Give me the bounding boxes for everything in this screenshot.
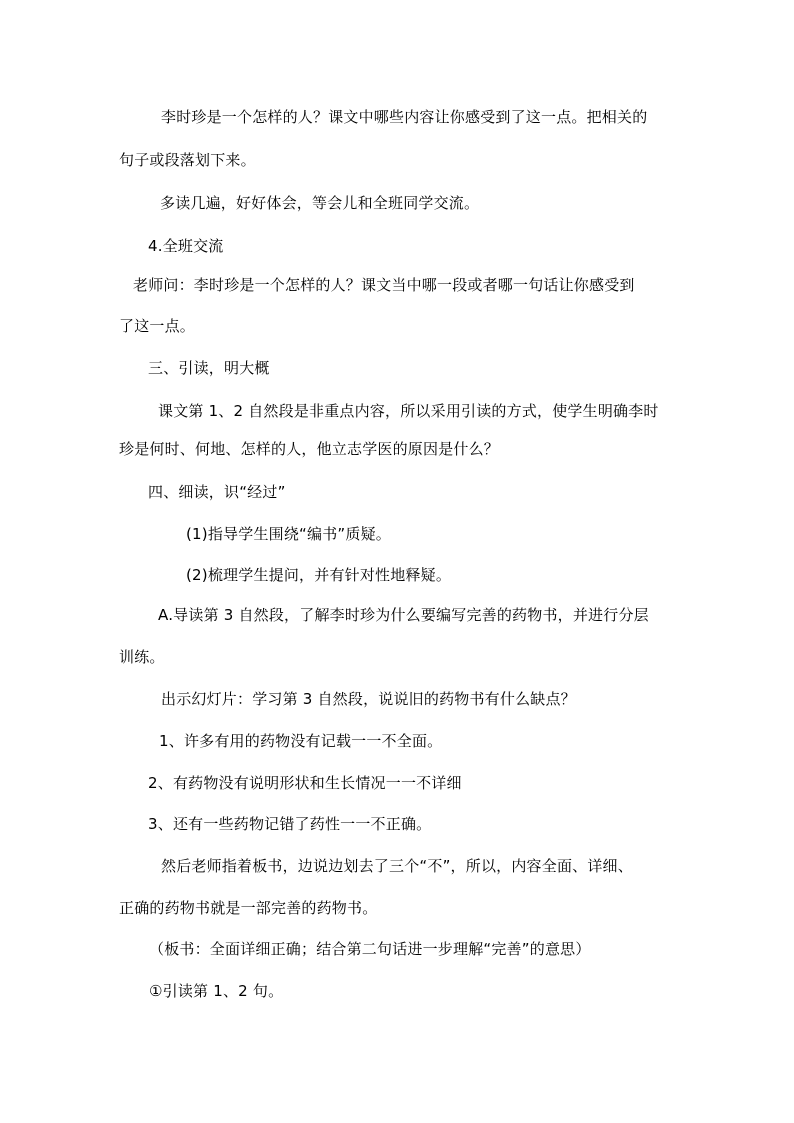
list-item: (2)梳理学生提问，并有针对性地释疑。 xyxy=(186,566,452,584)
paragraph-line: 句子或段落划下来。 xyxy=(119,151,256,169)
list-item: 1、许多有用的药物没有记载一一不全面。 xyxy=(159,732,443,750)
paragraph-line: （板书：全面详细正确；结合第二句话进一步理解“完善”的意思） xyxy=(149,940,591,958)
list-heading: 4.全班交流 xyxy=(148,237,224,255)
paragraph-line: 老师问：李时珍是一个怎样的人？课文当中哪一段或者哪一句话让你感受到 xyxy=(133,276,635,294)
paragraph-line: 出示幻灯片：学习第 3 自然段，说说旧的药物书有什么缺点？ xyxy=(161,690,576,708)
paragraph-line: 课文第 1、2 自然段是非重点内容，所以采用引读的方式，使学生明确李时 xyxy=(158,402,659,420)
paragraph-line: 训练。 xyxy=(119,648,165,666)
list-item: (1)指导学生围绕“编书”质疑。 xyxy=(186,525,391,543)
paragraph-line: 然后老师指着板书，边说边划去了三个“不”，所以，内容全面、详细、 xyxy=(161,857,633,875)
paragraph-line: 李时珍是一个怎样的人？课文中哪些内容让你感受到了这一点。把相关的 xyxy=(161,108,648,126)
list-item: ①引读第 1、2 句。 xyxy=(149,982,284,1000)
paragraph-line: 多读几遍，好好体会，等会儿和全班同学交流。 xyxy=(160,194,480,212)
paragraph-line: 了这一点。 xyxy=(119,317,196,335)
section-heading: 三、引读，明大概 xyxy=(148,359,270,377)
paragraph-line: 正确的药物书就是一部完善的药物书。 xyxy=(119,899,378,917)
paragraph-line: 珍是何时、何地、怎样的人，他立志学医的原因是什么？ xyxy=(119,440,500,458)
list-item: 3、还有一些药物记错了药性一一不正确。 xyxy=(148,815,432,833)
paragraph-line: A.导读第 3 自然段，了解李时珍为什么要编写完善的药物书，并进行分层 xyxy=(158,606,649,624)
section-heading: 四、细读，识“经过” xyxy=(148,483,286,501)
list-item: 2、有药物没有说明形状和生长情况一一不详细 xyxy=(148,774,462,792)
